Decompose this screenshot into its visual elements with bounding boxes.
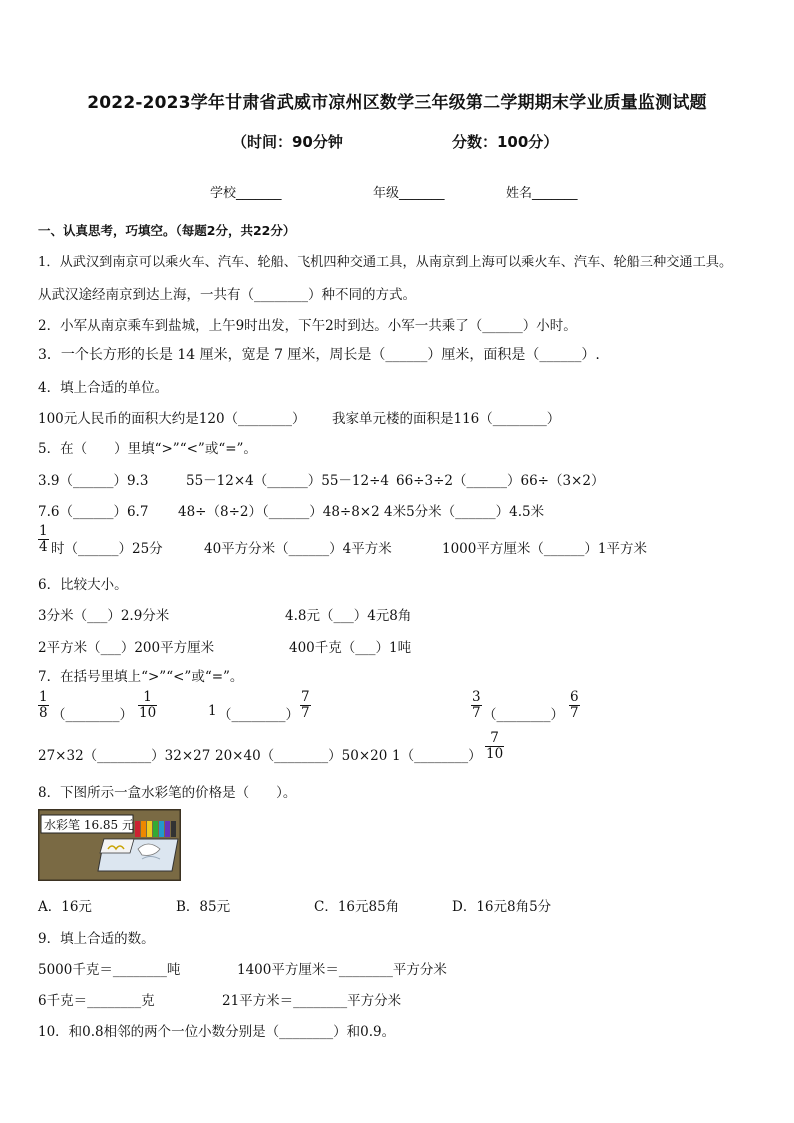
q7-frac-7-10 (485, 731, 504, 762)
q5-r2c: 4米5分米（______）4.5米 (384, 504, 545, 520)
numerator: 3 (472, 689, 481, 705)
q7-r2c: 1（________） (392, 748, 482, 764)
q7-frac-1-8 (38, 690, 49, 721)
q5-r3b: 40平方分米（______）4平方米 (204, 541, 392, 557)
denominator: 7 (570, 705, 579, 721)
section-heading: 一、认真思考，巧填空。（每题2分，共22分） (38, 223, 296, 238)
exam-score: 分数：100分） (452, 133, 559, 151)
q2: 2．小军从南京乘车到盐城，上午9时出发，下午2时到达。小军一共乘了（______）小时。 (38, 318, 577, 334)
q5-stem: 5．在（ ）里填“>”“<”或“=”。 (38, 441, 257, 457)
denominator: 10 (139, 705, 157, 721)
denominator: 10 (486, 746, 504, 762)
q4-b: 我家单元楼的面积是116（________） (332, 411, 561, 427)
q8-option-d: D．16元8角5分 (452, 899, 552, 915)
watercolor-pen-picture (38, 809, 181, 881)
q6-stem: 6．比较大小。 (38, 577, 128, 593)
q7-frac-7-7 (300, 690, 311, 721)
q7-r2b: 20×40（________）50×20 (215, 748, 388, 764)
q4-stem: 4．填上合适的单位。 (38, 380, 169, 396)
q7-blank-3: （________） (483, 707, 564, 723)
q9-b: 1400平方厘米＝________平方分米 (237, 962, 447, 978)
numerator: 7 (490, 730, 499, 746)
name-field: 姓名_______ (506, 186, 578, 201)
q7-stem: 7．在括号里填上“>”“<”或“=”。 (38, 669, 244, 685)
school-field: 学校_______ (210, 186, 282, 201)
q8-stem: 8．下图所示一盒水彩笔的价格是（ ）。 (38, 785, 297, 801)
grade-field: 年级_______ (373, 186, 445, 201)
q1-line1: 1．从武汉到南京可以乘火车、汽车、轮船、飞机四种交通工具，从南京到上海可以乘火车、汽车、轮船三种交通工具。 (38, 255, 733, 270)
q5-fraction-quarter (38, 524, 49, 555)
q5-r2a: 7.6（______）6.7 (38, 504, 149, 520)
q5-r1a: 3.9（______）9.3 (38, 473, 149, 489)
numerator: 1 (39, 689, 48, 705)
q5-r1b: 55－12×4（______）55－12÷4 (186, 473, 390, 489)
q5-r1c: 66÷3÷2（______）66÷（3×2） (396, 473, 605, 489)
q7-frac-1-10 (138, 690, 157, 721)
q5-r3c: 1000平方厘米（______）1平方米 (442, 541, 647, 557)
q8-option-a: A．16元 (38, 899, 92, 915)
q6-c: 2平方米（___）200平方厘米 (38, 640, 215, 656)
pen-row (135, 821, 176, 837)
q9-c: 6千克＝________克 (38, 993, 155, 1009)
q10: 10．和0.8相邻的两个一位小数分别是（________）和0.9。 (38, 1024, 396, 1040)
q7-blank-2: （________） (218, 707, 299, 723)
denominator: 4 (39, 539, 48, 555)
pen-box-illustration (38, 809, 181, 881)
q9-a: 5000千克＝________吨 (38, 962, 181, 978)
numerator: 1 (143, 689, 152, 705)
q5-r2b: 48÷（8÷2）（______）48÷8×2 (178, 504, 380, 520)
q7-blank-1: （________） (52, 707, 133, 723)
q7-r2a: 27×32（________）32×27 (38, 748, 211, 764)
numerator: 6 (570, 689, 579, 705)
q7-one: 1 (208, 703, 217, 719)
q6-d: 400千克（___）1吨 (289, 640, 412, 656)
exam-title: 2022-2023学年甘肃省武威市凉州区数学三年级第二学期期末学业质量监测试题 (87, 93, 707, 113)
numerator: 1 (39, 523, 48, 539)
exam-time: （时间：90分钟 (232, 133, 343, 151)
q1-line2: 从武汉途经南京到达上海，一共有（________）种不同的方式。 (38, 287, 416, 303)
q3: 3．一个长方形的长是 14 厘米，宽是 7 厘米，周长是（______）厘米，面积是（______）. (38, 347, 600, 363)
denominator: 7 (301, 705, 310, 721)
q4-a: 100元人民币的面积大约是120（________） (38, 411, 306, 427)
price-sign-text: 水彩笔 16.85 元 (44, 818, 134, 832)
q9-stem: 9．填上合适的数。 (38, 931, 155, 947)
q9-d: 21平方米＝________平方分米 (222, 993, 402, 1009)
q8-option-b: B．85元 (176, 899, 231, 915)
denominator: 7 (472, 705, 481, 721)
box-label (100, 839, 134, 853)
denominator: 8 (39, 705, 48, 721)
q6-b: 4.8元（___）4元8角 (285, 608, 412, 624)
q5-r3a: 时（______）25分 (51, 541, 163, 557)
q7-frac-6-7 (569, 690, 580, 721)
numerator: 7 (301, 689, 310, 705)
q6-a: 3分米（___）2.9分米 (38, 608, 170, 624)
q7-frac-3-7 (471, 690, 482, 721)
q8-option-c: C．16元85角 (314, 899, 400, 915)
